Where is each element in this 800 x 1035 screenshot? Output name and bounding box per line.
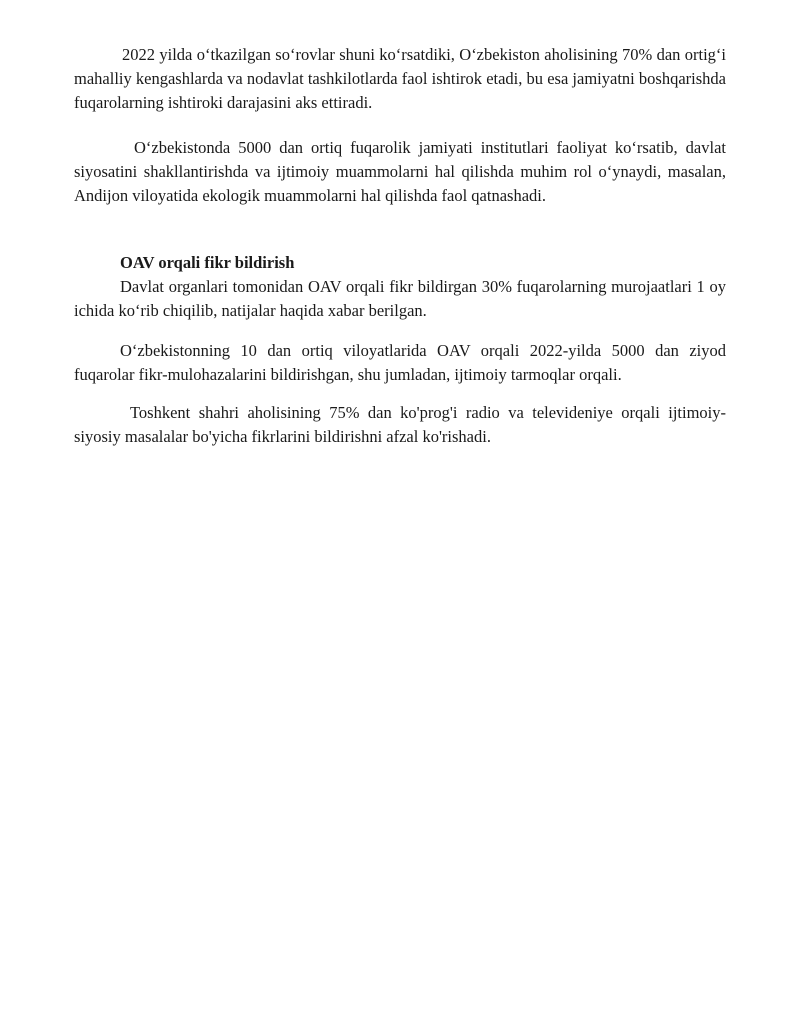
section-heading: OAV orqali fikr bildirish xyxy=(120,253,295,272)
paragraph-civil-society-institutions xyxy=(74,136,726,208)
paragraph-text: O‘zbekistonning 10 dan ortiq viloyatlarida OAV orqali 2022-yilda 5000 dan ziyod fuqarolar fikr-mulohazalarini bildirishgan, shu jumladan, ijtimoiy tarmoqlar orqali. xyxy=(74,341,726,384)
section-media-feedback xyxy=(74,251,726,323)
paragraph-text: Toshkent shahri aholisining 75% dan ko'prog'i radio va televideniye orqali ijtimoiy-siyosiy masalalar bo'yicha fikrlarini bildirishni afzal ko'rishadi. xyxy=(74,403,726,446)
section-body-text: Davlat organlari tomonidan OAV orqali fikr bildirgan 30% fuqarolarning murojaatlari 1 oy ichida ko‘rib chiqilib, natijalar haqida xabar berilgan. xyxy=(74,277,726,320)
paragraph-regional-feedback xyxy=(74,339,726,387)
paragraph-tashkent-preferences xyxy=(74,401,726,449)
paragraph-text: 2022 yilda o‘tkazilgan so‘rovlar shuni ko‘rsatdiki, O‘zbekiston aholisining 70% dan ortig‘i mahalliy kengashlarda va nodavlat tashkilotlarda faol ishtirok etadi, bu esa jamiyatni boshqarishda fuqarolarning ishtiroki darajasini aks ettiradi. xyxy=(74,45,726,112)
paragraph-survey-participation xyxy=(74,43,726,115)
paragraph-text: O‘zbekistonda 5000 dan ortiq fuqarolik jamiyati institutlari faoliyat ko‘rsatib, davlat siyosatini shakllantirishda va ijtimoiy muammolarni hal qilishda muhim rol o‘ynaydi, masalan, Andijon viloyatida ekologik muammolarni hal qilishda faol qatnashadi. xyxy=(74,138,726,205)
